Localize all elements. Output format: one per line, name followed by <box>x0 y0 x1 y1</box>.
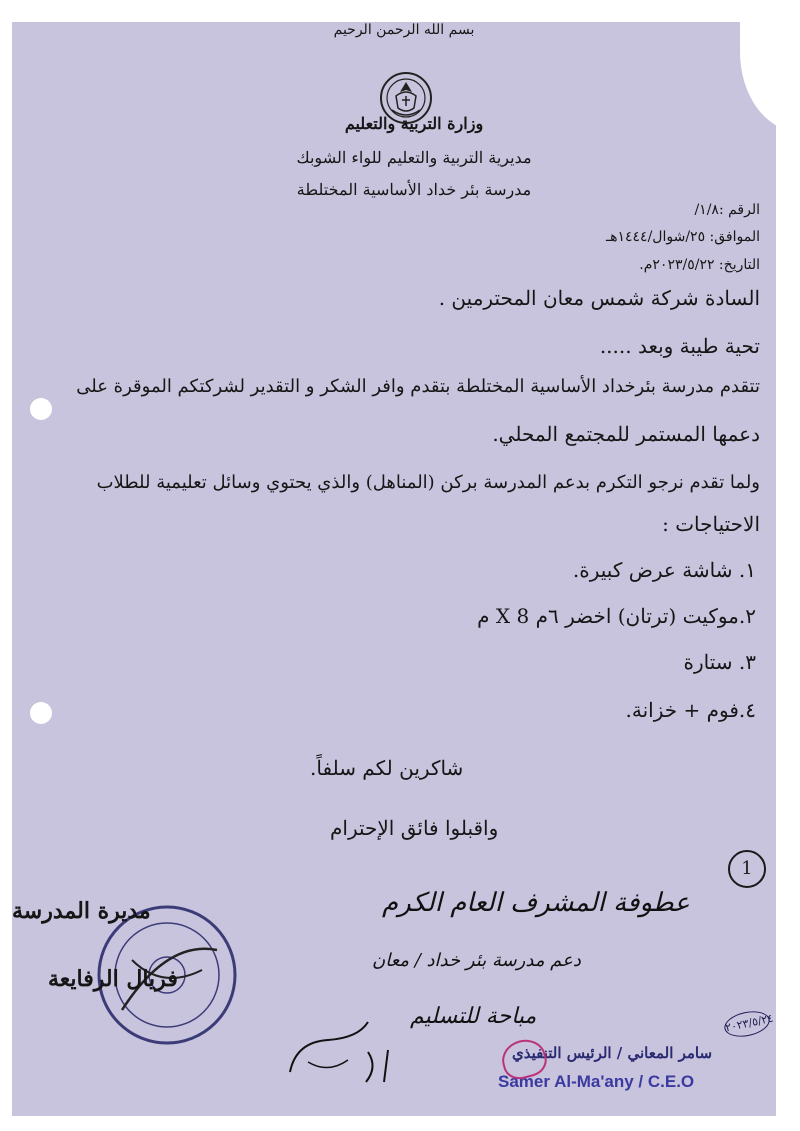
school-name: مدرسة بئر خداد الأساسية المختلطة <box>296 180 532 199</box>
signatory-name: فريال الرفايعة <box>48 966 178 992</box>
date-note: ٢٠٢٣/٥/٢٤ <box>722 1007 772 1040</box>
basmala: بسم الله الرحمن الرحيم <box>333 22 475 38</box>
letter-page <box>12 22 776 1116</box>
hijri-date: الموافق: ٢٥/شوال/١٤٤٤هـ <box>606 229 760 245</box>
ceo-stamp-english: Samer Al-Ma'any / C.E.O <box>498 1072 695 1091</box>
handwritten-line-2: دعم مدرسة بئر خداد / معان <box>372 950 581 971</box>
punch-hole-top <box>30 398 52 420</box>
paragraph-2-line-2: الاحتياجات : <box>662 512 760 536</box>
paragraph-1-line-2: دعمها المستمر للمجتمع المحلي. <box>492 422 760 446</box>
ceo-stamp-arabic: سامر المعاني / الرئيس التنفيذي <box>512 1044 713 1062</box>
directorate-name: مديرية التربية والتعليم للواء الشوبك <box>296 148 532 167</box>
gregorian-date: التاريخ: ٢٠٢٣/٥/٢٢م. <box>639 257 760 273</box>
handwritten-signature-icon <box>288 1012 408 1092</box>
circled-number: 1 <box>728 850 766 888</box>
greeting: تحية طيبة وبعد ..... <box>599 334 760 358</box>
ministry-name: وزارة التربية والتعليم <box>344 114 484 133</box>
paragraph-1-line-1: تتقدم مدرسة بئرخداد الأساسية المختلطة بتقدم وافر الشكر و التقدير لشركتكم الموقرة على <box>76 376 760 397</box>
addressee: السادة شركة شمس معان المحترمين . <box>438 286 760 310</box>
list-item: ١. شاشة عرض كبيرة. <box>572 558 756 582</box>
list-item: ٣. ستارة <box>683 650 756 674</box>
paragraph-2-line-1: ولما تقدم نرجو التكرم بدعم المدرسة بركن (المناهل) والذي يحتوي وسائل تعليمية للطلاب <box>96 472 760 493</box>
closing-line: واقبلوا فائق الإحترام <box>330 816 499 840</box>
thanks-line: شاكرين لكم سلفاً. <box>310 756 464 780</box>
torn-corner <box>740 22 776 132</box>
punch-hole-bottom <box>30 702 52 724</box>
list-item: ٤.فوم + خزانة. <box>625 698 756 722</box>
handwritten-line-3: مباحة للتسليم <box>410 1004 537 1029</box>
reference-number: الرقم :١/٨/ <box>694 202 760 218</box>
signatory-title: مديرة المدرسة <box>12 898 151 924</box>
handwritten-line-1: عطوفة المشرف العام الكرم <box>382 888 690 918</box>
list-item: ٢.موكيت (ترتان) اخضر ٦م X 8 م <box>477 604 756 628</box>
